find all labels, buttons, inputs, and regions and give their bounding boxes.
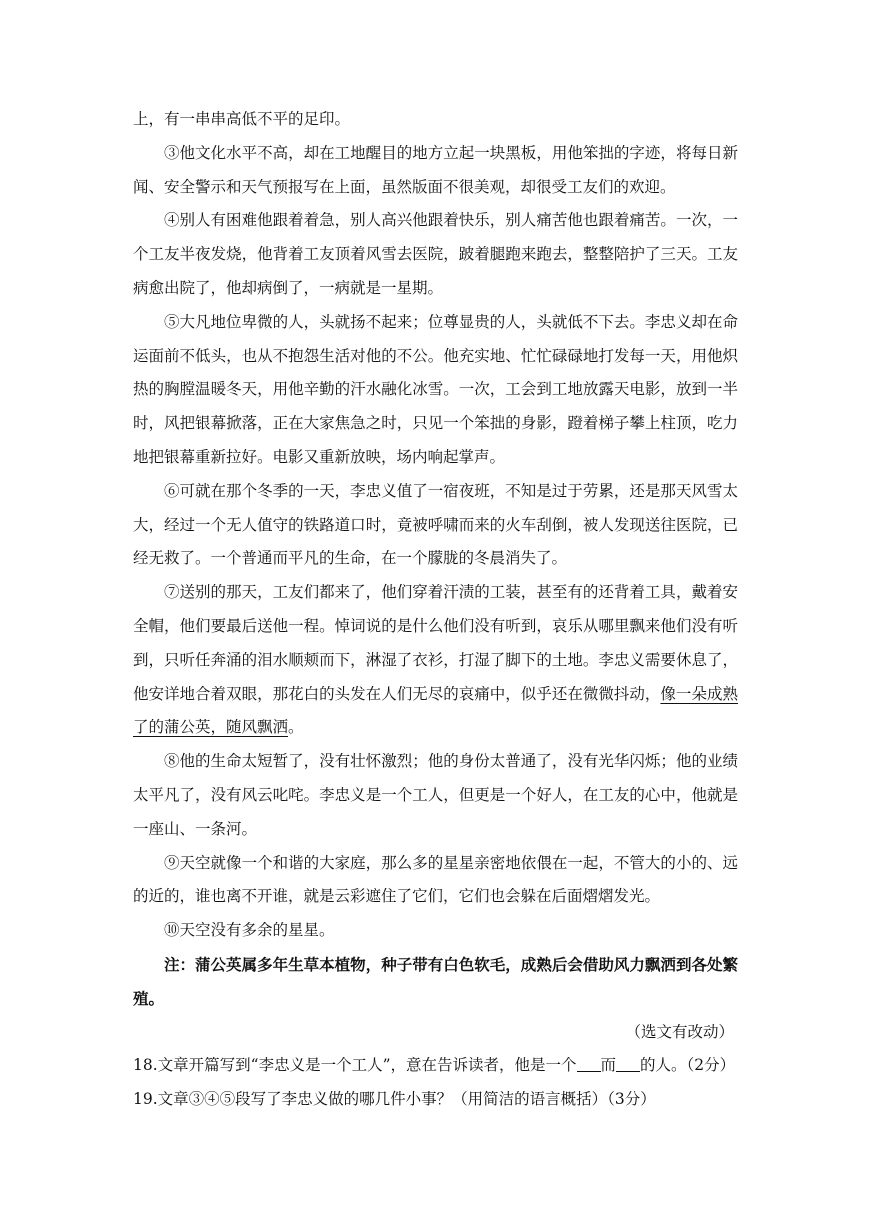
paragraph-5: ⑤大凡地位卑微的人，头就扬不起来；位尊显贵的人，头就低不下去。李忠义却在命运面前不低头，也从不抱怨生活对他的不公。他充实地、忙忙碌碌地打发每一天，用他炽热的胸膛温暖冬天，用他辛勤的汗水融化冰雪。一次，工会到工地放露天电影，放到一半时，风把银幕掀落，正在大家焦急之时，只见一个笨拙的身影，蹬着梯子攀上柱顶，吃力地把银幕重新拉好。电影又重新放映，场内响起掌声。 xyxy=(133,312,738,466)
paragraph-8: ⑧他的生命太短暂了，没有壮怀激烈；他的身份太普通了，没有光华闪烁；他的业绩太平凡了，没有风云叱咤。李忠义是一个工人，但更是一个好人，在工友的心中，他就是一座山、一条河。 xyxy=(133,752,738,838)
paragraph-3: ③他文化水平不高，却在工地醒目的地方立起一块黑板，用他笨拙的字迹，将每日新闻、安全警示和天气预报写在上面，虽然版面不很美观，却很受工友们的欢迎。 xyxy=(133,143,738,196)
question-18-join: 而 xyxy=(600,1056,617,1075)
question-18 xyxy=(133,1049,738,1083)
paragraph-7 xyxy=(133,576,738,745)
paragraph-9: ⑨天空就像一个和谐的大家庭，那么多的星星亲密地依偎在一起，不管大的小的、远的近的，谁也离不开谁，就是云彩遮住了它们，它们也会躲在后面熠熠发光。 xyxy=(133,853,738,906)
paragraph-7-text: ⑦送别的那天，工友们都来了，他们穿着汗渍的工装，甚至有的还背着工具，戴着安全帽，他们要最后送他一程。悼词说的是什么他们没有听到，哀乐从哪里飘来他们没有听到，只听任奔涌的泪水顺颊而下，淋湿了衣衫，打湿了脚下的土地。李忠义需要休息了，他安详地合着双眼，那花白的头发在人们无尽的哀痛中，似乎还在微微抖动， xyxy=(133,583,738,703)
underlined-sentence: 像一朵成熟了的蒲公英，随风飘洒 xyxy=(133,684,738,737)
question-19: 19.文章③④⑤段写了李忠义做的哪几件小事？（用简洁的语言概括）（3分） xyxy=(133,1090,656,1109)
footnote: 注：蒲公英属多年生草本植物，种子带有白色软毛，成熟后会借助风力飘洒到各处繁殖。 xyxy=(133,954,738,1008)
paragraph-10: ⑩天空没有多余的星星。 xyxy=(164,921,335,940)
question-18-text: 18.文章开篇写到“李忠义是一个工人”，意在告诉读者，他是一个 xyxy=(133,1056,577,1075)
paragraph-7-end: 。 xyxy=(288,718,304,737)
paragraph-6: ⑥可就在那个冬季的一天，李忠义值了一宿夜班，不知是过于劳累，还是那天风雪太大，经过一个无人值守的铁路道口时，竟被呼啸而来的火车刮倒，被人发现送往医院，已经无救了。一个普通而平凡的生命，在一个朦胧的冬晨消失了。 xyxy=(133,481,738,568)
paragraph-4: ④别人有困难他跟着着急，别人高兴他跟着快乐，别人痛苦他也跟着痛苦。一次，一个工友半夜发烧，他背着工友顶着风雪去医院，跛着腿跑来跑去，整整陪护了三天。工友病愈出院了，他却病倒了，一病就是一星期。 xyxy=(133,211,738,297)
article-body xyxy=(133,103,738,1117)
answer-blank-1[interactable] xyxy=(577,1057,601,1072)
paragraph-continued: 上，有一串串高低不平的足印。 xyxy=(133,110,351,128)
answer-blank-2[interactable] xyxy=(616,1057,640,1072)
source-note: （选文有改动） xyxy=(625,1022,734,1041)
question-18-end: 的人。（2分） xyxy=(640,1056,736,1075)
